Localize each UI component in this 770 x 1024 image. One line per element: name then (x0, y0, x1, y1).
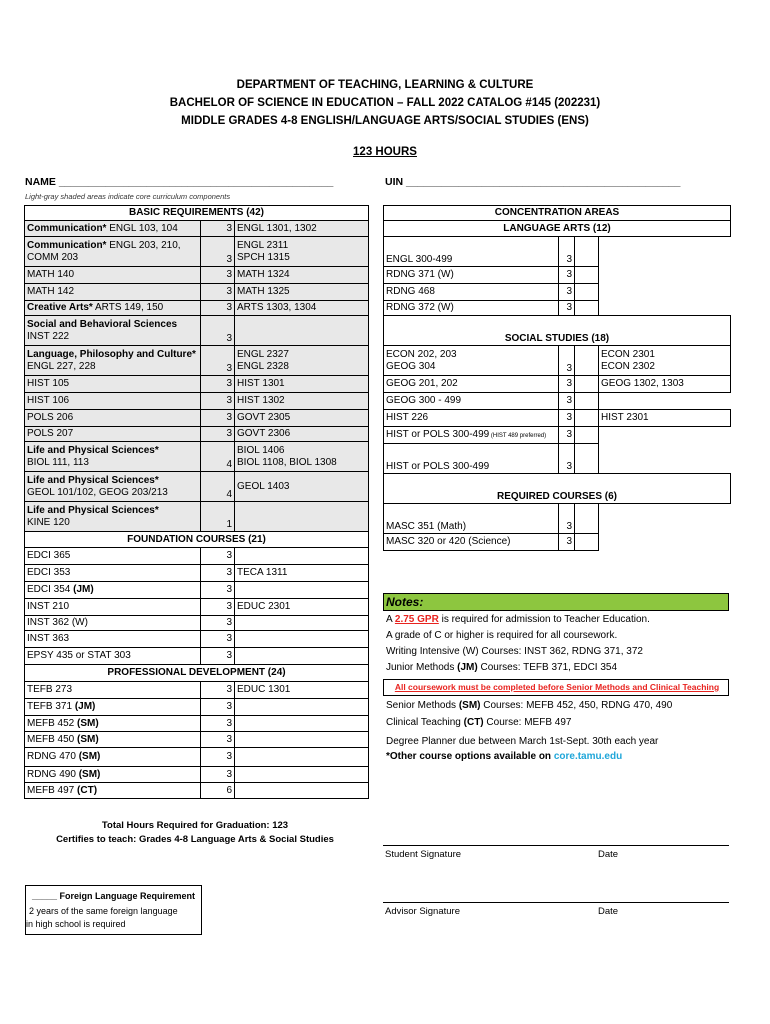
table-row: MEFB 452 (SM) 3 (25, 716, 369, 732)
core-link[interactable]: core.tamu.edu (553, 751, 623, 762)
table-row: Life and Physical Sciences* KINE 120 1 (25, 502, 369, 532)
professional-title: PROFESSIONAL DEVELOPMENT (24) (25, 665, 369, 682)
table-row: POLS 206 3 GOVT 2305 (25, 410, 369, 427)
table-row: RDNG 372 (W) 3 (384, 301, 731, 316)
advisor-signature-line[interactable] (383, 902, 729, 903)
table-row: HIST or POLS 300-499 (HIST 489 preferred) 3 (384, 427, 731, 444)
table-row: RDNG 468 3 (384, 284, 731, 301)
concentration-table (383, 205, 731, 551)
required-courses-title: REQUIRED COURSES (6) (384, 474, 731, 504)
table-row: HIST 226 3 HIST 2301 (384, 410, 731, 427)
foreign-language-box (25, 885, 202, 935)
table-row: TEFB 273 3 EDUC 1301 (25, 682, 369, 699)
table-row: RDNG 371 (W) 3 (384, 267, 731, 284)
uin-field[interactable]: UIN _______________________________________________ (385, 176, 681, 188)
table-row: POLS 207 3 GOVT 2306 (25, 427, 369, 442)
foreign-language-line1: 2 years of the same foreign language (29, 906, 178, 916)
table-row: MASC 320 or 420 (Science) 3 (384, 534, 731, 551)
concentration-title: CONCENTRATION AREAS (384, 206, 731, 221)
table-row: EDCI 353 3 TECA 1311 (25, 565, 369, 582)
table-row: INST 363 3 (25, 631, 369, 648)
table-row: RDNG 470 (SM) 3 (25, 748, 369, 767)
total-hours: 123 HOURS (353, 146, 417, 158)
table-row: EDCI 354 (JM) 3 (25, 582, 369, 599)
name-field[interactable]: NAME _______________________________________________ (25, 176, 334, 188)
table-row: INST 362 (W) 3 (25, 616, 369, 631)
writing-intensive-note: Writing Intensive (W) Courses: INST 362, RDNG 371, 372 (386, 646, 643, 657)
advisor-date-label: Date (598, 906, 619, 917)
notes-block-1 (384, 612, 730, 680)
language-arts-title: LANGUAGE ARTS (12) (384, 221, 731, 237)
total-hours-required: Total Hours Required for Graduation: 123 (101, 820, 289, 831)
junior-methods-note: Junior Methods (JM) Courses: TEFB 371, EDCI 354 (386, 662, 618, 673)
gpa-note: A 2.75 GPR is required for admission to Teacher Education. (386, 614, 650, 625)
warning-box: All coursework must be completed before Senior Methods and Clinical Teaching (383, 679, 729, 696)
degree-planner-note: Degree Planner due between March 1st-Sept. 30th each year (386, 736, 659, 747)
table-row: Communication* ENGL 203, 210, COMM 203 3 ENGL 2311 SPCH 1315 (25, 237, 369, 267)
table-row: ECON 202, 203 GEOG 304 3 ECON 2301 ECON 2302 (384, 346, 731, 376)
advisor-signature-label: Advisor Signature (385, 906, 460, 917)
table-row: Life and Physical Sciences* BIOL 111, 113 4 BIOL 1406 BIOL 1108, BIOL 1308 (25, 442, 369, 472)
degree-title: BACHELOR OF SCIENCE IN EDUCATION – FALL 2022 CATALOG #145 (202231) (169, 97, 601, 109)
table-row: MEFB 497 (CT) 6 (25, 783, 369, 799)
social-studies-title: SOCIAL STUDIES (18) (384, 316, 731, 346)
table-row: MEFB 450 (SM) 3 (25, 732, 369, 748)
table-row: INST 210 3 EDUC 2301 (25, 599, 369, 616)
foreign-language-title[interactable]: _____ Foreign Language Requirement (32, 891, 196, 901)
table-row: Communication* ENGL 103, 104 3 ENGL 1301, 1302 (25, 221, 369, 237)
table-row: HIST or POLS 300-499 3 (384, 444, 731, 474)
foundation-title: FOUNDATION COURSES (21) (25, 532, 369, 548)
foreign-language-line2: in high school is required (26, 919, 126, 929)
table-row: Social and Behavioral Sciences INST 222 3 (25, 316, 369, 346)
table-row: RDNG 490 (SM) 3 (25, 767, 369, 783)
table-row: MATH 142 3 MATH 1325 (25, 284, 369, 301)
dept-title: DEPARTMENT OF TEACHING, LEARNING & CULTURE (236, 79, 534, 91)
certification: Certifies to teach: Grades 4-8 Language Arts & Social Studies (56, 834, 334, 845)
shade-note: Light-gray shaded areas indicate core curriculum components (25, 192, 231, 201)
grade-note: A grade of C or higher is required for all coursework. (386, 630, 618, 641)
student-date-label: Date (598, 849, 619, 860)
table-row: MASC 351 (Math) 3 (384, 504, 731, 534)
table-row: MATH 140 3 MATH 1324 (25, 267, 369, 284)
table-row: TEFB 371 (JM) 3 (25, 699, 369, 716)
table-row: ENGL 300-499 3 (384, 237, 731, 267)
notes-header: Notes: (383, 593, 729, 611)
table-row: GEOG 300 - 499 3 (384, 393, 731, 410)
table-row: Language, Philosophy and Culture* ENGL 227, 228 3 ENGL 2327 ENGL 2328 (25, 346, 369, 376)
table-row: GEOG 201, 202 3 GEOG 1302, 1303 (384, 376, 731, 393)
table-row: Life and Physical Sciences* GEOL 101/102, GEOG 203/213 4 GEOL 1403 (25, 472, 369, 502)
student-signature-label: Student Signature (385, 849, 462, 860)
senior-methods-note: Senior Methods (SM) Courses: MEFB 452, 450, RDNG 470, 490 (386, 700, 673, 711)
program-title: MIDDLE GRADES 4-8 ENGLISH/LANGUAGE ARTS/SOCIAL STUDIES (ENS) (181, 115, 589, 127)
table-row: Creative Arts* ARTS 149, 150 3 ARTS 1303, 1304 (25, 301, 369, 316)
basic-requirements-table (24, 205, 369, 799)
clinical-teaching-note: Clinical Teaching (CT) Course: MEFB 497 (386, 717, 572, 728)
other-options-note: *Other course options available on core.tamu.edu (386, 751, 623, 762)
notes-block-2 (384, 698, 730, 768)
table-row: EDCI 365 3 (25, 548, 369, 565)
basic-title: BASIC REQUIREMENTS (42) (25, 206, 369, 221)
table-row: EPSY 435 or STAT 303 3 (25, 648, 369, 665)
table-row: HIST 106 3 HIST 1302 (25, 393, 369, 410)
student-signature-line[interactable] (383, 845, 729, 846)
table-row: HIST 105 3 HIST 1301 (25, 376, 369, 393)
